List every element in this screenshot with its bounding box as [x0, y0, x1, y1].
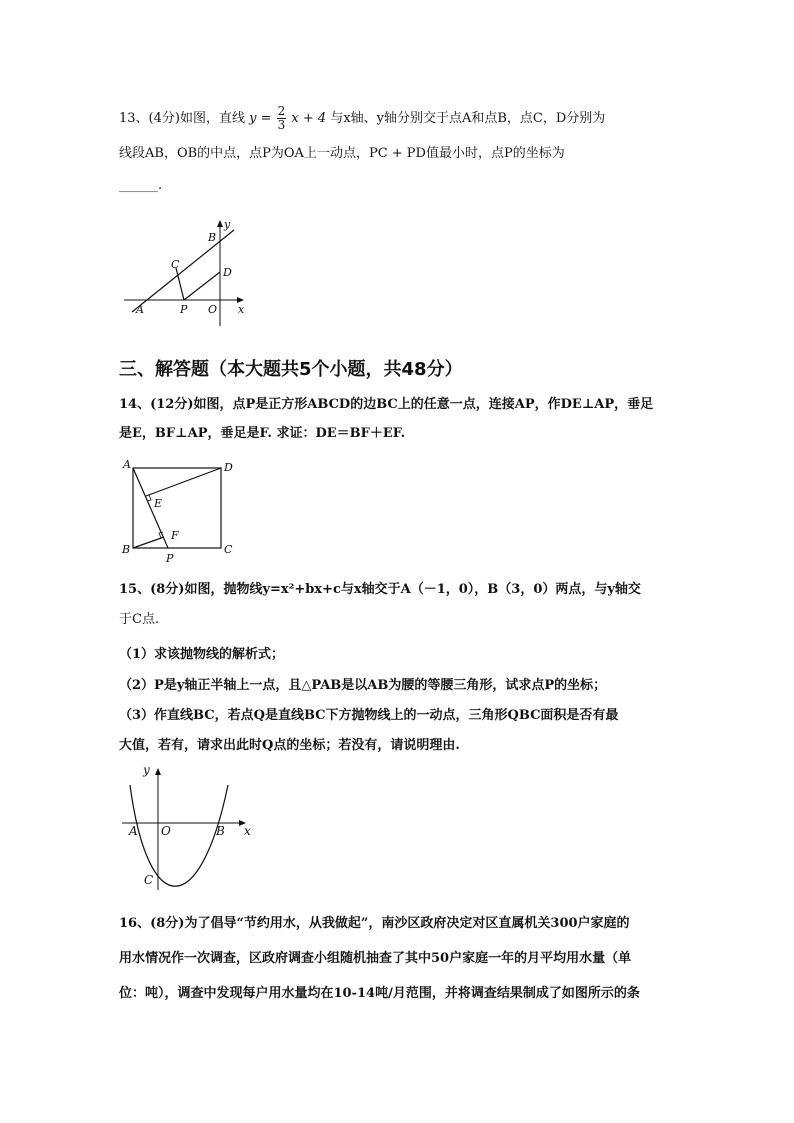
q14-line2: 是E，BF⊥AP，垂足是F. 求证：DE＝BF＋EF.: [119, 426, 406, 441]
fig13-label-O: O: [208, 303, 218, 316]
segment-BF: [133, 537, 164, 548]
fig14-label-P: P: [166, 552, 174, 565]
q13-prefix: 13、(4分)如图，直线: [119, 111, 245, 126]
segment-PD: [184, 272, 220, 300]
q13-line1: [119, 105, 605, 132]
y-axis-arrow: [217, 220, 223, 227]
fig15-label-y: y: [143, 763, 150, 777]
q13-mid: 与x轴、y轴分别交于点A和点B，点C，D分别为: [330, 111, 606, 126]
fig14-label-C: C: [224, 543, 233, 556]
q15-figure: [118, 760, 258, 900]
fig13-label-B: B: [208, 231, 217, 244]
q13-frac-num: 2: [277, 104, 286, 118]
fig14-label-E: E: [154, 497, 163, 510]
q16-line2: 用水情况作一次调查，区政府调查小组随机抽查了其中50户家庭一年的月平均用水量（单: [119, 951, 632, 966]
q13-frac-den: 3: [277, 118, 286, 132]
parabola: [130, 785, 228, 886]
q14-figure: [118, 456, 243, 566]
fig15-label-O: O: [161, 824, 171, 838]
q14-line1: 14、(12分)如图，点P是正方形ABCD的边BC上的任意一点，连接AP，作DE⊥AP，垂足: [119, 397, 654, 412]
fig15-label-A: A: [129, 824, 138, 838]
q13-line2: 线段AB，OB的中点，点P为OA上一动点，PC + PD值最小时，点P的坐标为: [119, 146, 565, 161]
q16-line1: 16、(8分)为了倡导“节约用水，从我做起”，南沙区政府决定对区直属机关300户家庭的: [119, 916, 630, 931]
fig14-label-F: F: [171, 529, 179, 542]
fig14-label-A: A: [123, 458, 131, 471]
y-axis-arrow: [155, 768, 161, 775]
fig13-label-A: A: [136, 303, 144, 316]
q15-line2: 于C点.: [119, 612, 160, 627]
segment-AP: [133, 468, 168, 548]
fig14-label-D: D: [224, 461, 233, 474]
q15-line1: 15、(8分)如图，抛物线y=x²+bx+c与x轴交于A（－1，0），B（3，0）两点，与y轴交: [119, 582, 641, 597]
q13-eq-rest: x + 4: [291, 111, 327, 126]
q15-item3: （3）作直线BC，若点Q是直线BC下方抛物线上的一动点，三角形QBC面积是否有最: [119, 708, 619, 723]
section-title: 三、解答题（本大题共5个小题，共48分）: [119, 359, 463, 380]
fig13-label-D: D: [223, 266, 232, 279]
segment-DE: [146, 468, 221, 496]
q15-item3b: 大值，若有，请求出此时Q点的坐标；若没有，请说明理由.: [119, 738, 460, 753]
q13-fraction: [277, 105, 287, 132]
fig15-label-x: x: [244, 824, 251, 838]
fig15-label-B: B: [216, 824, 225, 838]
q15-item2: （2）P是y轴正半轴上一点，且△PAB是以AB为腰的等腰三角形，试求点P的坐标；: [119, 678, 607, 693]
q13-blank: ______.: [119, 178, 163, 193]
fig15-label-C: C: [144, 873, 154, 887]
fig14-label-B: B: [122, 543, 131, 556]
fig13-label-x: x: [238, 303, 245, 316]
q13-eq-y: y =: [249, 111, 272, 126]
fig13-label-C: C: [171, 258, 180, 271]
q16-line3: 位：吨），调查中发现每户用水量均在10-14吨/月范围，并将调查结果制成了如图所示的条: [119, 986, 640, 1001]
q13-figure: [118, 210, 258, 330]
q15-item1: （1）求该抛物线的解析式；: [119, 647, 285, 662]
fig13-label-y: y: [224, 218, 231, 231]
fig13-label-P: P: [180, 303, 188, 316]
